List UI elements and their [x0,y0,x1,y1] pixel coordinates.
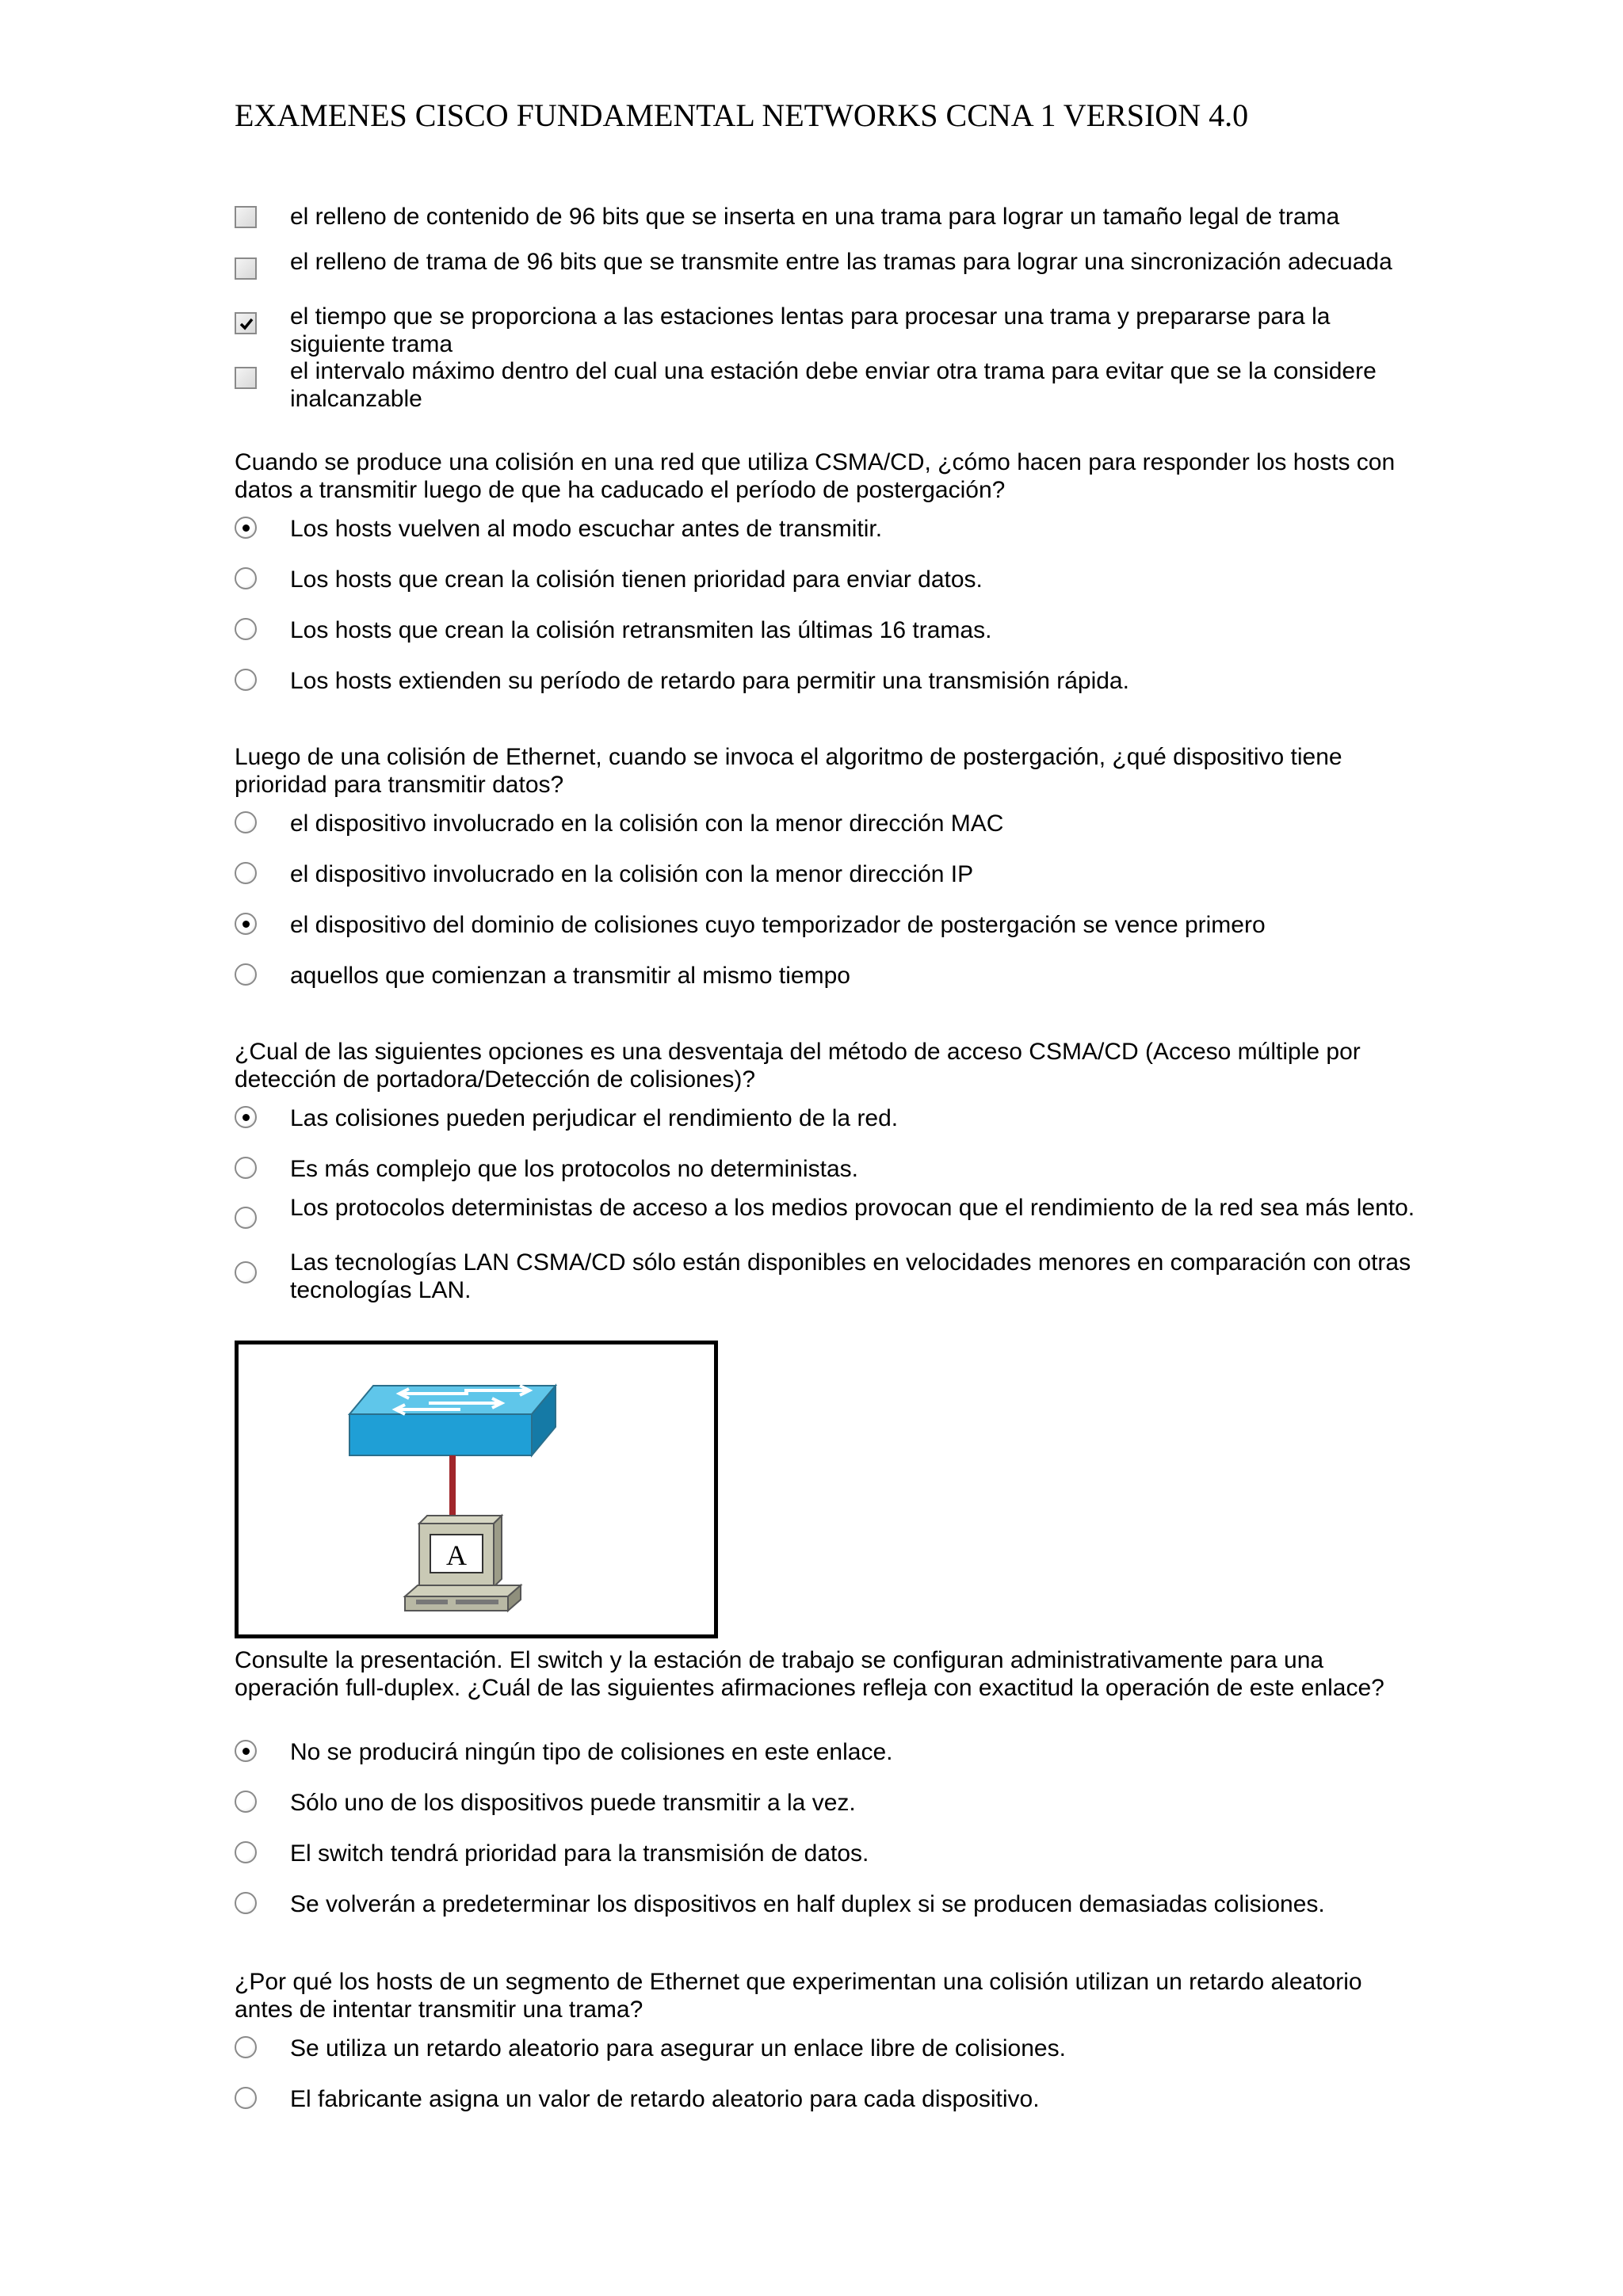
checkbox[interactable] [235,206,257,228]
option-text: Los hosts que crean la colisión retransmiten las últimas 16 tramas. [290,617,992,643]
option-text: Los protocolos deterministas de acceso a los medios provocan que el rendimiento de la red sea más lento. [290,1195,1415,1221]
option-text: Es más complejo que los protocolos no deterministas. [290,1156,859,1182]
checkmark-icon [239,316,254,332]
radio[interactable] [235,2087,257,2109]
option-text: El fabricante asigna un valor de retardo aleatorio para cada dispositivo. [290,2086,1040,2112]
radio[interactable] [235,2036,257,2058]
q3-question: ¿Cual de las siguientes opciones es una desventaja del método de acceso CSMA/CD (Acceso múltiple por detección de portadora/Detección de colisiones)? [235,1039,1361,1093]
q1-question: Cuando se produce una colisión en una red que utiliza CSMA/CD, ¿cómo hacen para responder los hosts con datos a transmitir luego de que ha caducado el período de postergación? [235,449,1396,503]
option-text: el dispositivo del dominio de colisiones cuyo temporizador de postergación se vence primero [290,912,1266,938]
radio[interactable] [235,811,257,833]
option-text: el dispositivo involucrado en la colisión con la menor dirección MAC [290,810,1004,837]
option-text: Los hosts que crean la colisión tienen prioridad para enviar datos. [290,566,983,593]
radio[interactable] [235,1261,257,1283]
radio[interactable] [235,618,257,640]
option-text: el intervalo máximo dentro del cual una estación debe enviar otra trama para evitar que se la considere inalcanzable [290,358,1377,412]
radio[interactable] [235,1207,257,1229]
option-text: El switch tendrá prioridad para la transmisión de datos. [290,1840,869,1867]
q2-question: Luego de una colisión de Ethernet, cuando se invoca el algoritmo de postergación, ¿qué dispositivo tiene prioridad para transmitir datos? [235,744,1342,798]
radio[interactable] [235,1841,257,1863]
option-text: Las colisiones pueden perjudicar el rendimiento de la red. [290,1105,899,1131]
option-text: el tiempo que se proporciona a las estaciones lentas para procesar una trama y prepararse para la siguiente trama [290,303,1331,357]
network-diagram [239,1344,714,1634]
checkbox-checked[interactable] [235,312,257,334]
radio-selected[interactable] [235,1740,257,1762]
exhibit-figure [235,1341,718,1638]
radio[interactable] [235,1157,257,1179]
radio[interactable] [235,1791,257,1813]
radio-selected[interactable] [235,1106,257,1128]
option-text: No se producirá ningún tipo de colisiones en este enlace. [290,1739,893,1765]
q4-question: Consulte la presentación. El switch y la estación de trabajo se configuran administrativamente para una operación full-duplex. ¿Cuál de las siguientes afirmaciones refleja con exactitud la operación de este enlace? [235,1647,1384,1701]
radio[interactable] [235,1892,257,1914]
radio-selected[interactable] [235,517,257,539]
cable-link [449,1455,456,1524]
radio[interactable] [235,862,257,884]
workstation-icon [419,1516,502,1524]
option-text: aquellos que comienzan a transmitir al mismo tiempo [290,963,850,989]
option-text: el dispositivo involucrado en la colisión con la menor dirección IP [290,861,974,887]
radio[interactable] [235,963,257,986]
radio[interactable] [235,669,257,691]
option-text: Se utiliza un retardo aleatorio para asegurar un enlace libre de colisiones. [290,2035,1066,2061]
option-text: Las tecnologías LAN CSMA/CD sólo están disponibles en velocidades menores en comparación con otras tecnologías LAN. [290,1249,1411,1303]
option-text: Se volverán a predeterminar los dispositivos en half duplex si se producen demasiadas colisiones. [290,1891,1325,1917]
radio[interactable] [235,567,257,589]
option-text: Sólo uno de los dispositivos puede transmitir a la vez. [290,1790,856,1816]
option-text: el relleno de contenido de 96 bits que se inserta en una trama para lograr un tamaño legal de trama [290,204,1340,230]
q5-question: ¿Por qué los hosts de un segmento de Ethernet que experimentan una colisión utilizan un retardo aleatorio antes de intentar transmitir una trama? [235,1969,1362,2023]
workstation-label: A [446,1539,467,1571]
checkbox[interactable] [235,367,257,389]
page-header-title: EXAMENES CISCO FUNDAMENTAL NETWORKS CCNA 1 VERSION 4.0 [235,97,1249,133]
option-text: Los hosts vuelven al modo escuchar antes de transmitir. [290,516,883,542]
option-text: el relleno de trama de 96 bits que se transmite entre las tramas para lograr una sincronización adecuada [290,249,1392,275]
checkbox[interactable] [235,257,257,280]
option-text: Los hosts extienden su período de retardo para permitir una transmisión rápida. [290,668,1129,694]
radio-selected[interactable] [235,913,257,935]
